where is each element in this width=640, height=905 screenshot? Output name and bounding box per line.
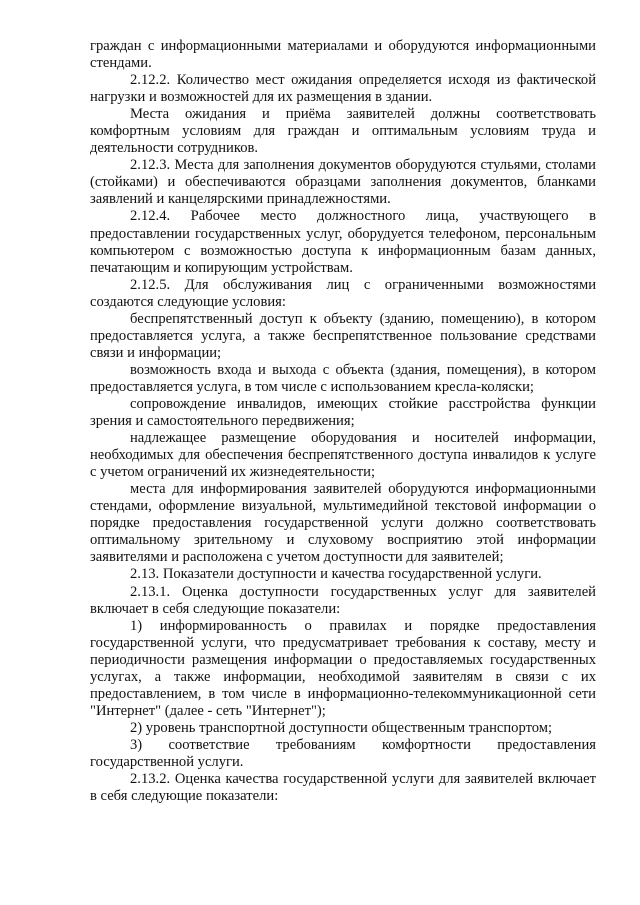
paragraph-entry-exit: возможность входа и выхода с объекта (здания, помещения), в котором предоставляется услуга, в том числе с использованием кресла-коляски;	[90, 361, 596, 395]
paragraph-2-12-3: 2.12.3. Места для заполнения документов оборудуются стульями, столами (стойками) и обеспечиваются образцами заполнения документов, бланками заявлений и канцелярскими принадлежностями.	[90, 157, 596, 208]
paragraph-unobstructed-access: беспрепятственный доступ к объекту (зданию, помещению), в котором предоставляется услуга, а также беспрепятственное пользование средствами связи и информации;	[90, 310, 596, 361]
paragraph-indicator-2: 2) уровень транспортной доступности общественным транспортом;	[130, 719, 553, 736]
paragraph-2-13-2: 2.13.2. Оценка качества государственной услуги для заявителей включает в себя следующие показатели:	[90, 771, 596, 805]
paragraph-equipment-placement: надлежащее размещение оборудования и носителей информации, необходимых для обеспечения беспрепятственного доступа инвалидов к услуге с учетом ограничений их жизнедеятельности;	[90, 430, 596, 481]
paragraph-indicator-3: 3) соответствие требованиям комфортности предоставления государственной услуги.	[90, 736, 596, 770]
document-page	[90, 38, 596, 805]
paragraph-accompaniment: сопровождение инвалидов, имеющих стойкие расстройства функции зрения и самостоятельного передвижения;	[90, 395, 596, 430]
paragraph-information-places: места для информирования заявителей оборудуются информационными стендами, оформление визуальной, мультимедийной текстовой информации о порядке предоставления государственной услуги должно соответствовать оптимальному зрительному и слуховому восприятию этой информации заявителями и расположена с учетом доступности для заявителей;	[90, 481, 596, 566]
paragraph-2-13: 2.13. Показатели доступности и качества государственной услуги.	[130, 566, 542, 583]
paragraph-waiting-places: Места ожидания и приёма заявителей должны соответствовать комфортным условиям для граждан и оптимальным условиям труда и деятельности сотрудников.	[90, 106, 596, 157]
paragraph-2-12-2: 2.12.2. Количество мест ожидания определяется исходя из фактической нагрузки и возможностей для их размещения в здании.	[90, 72, 596, 106]
paragraph-indicator-1: 1) информированность о правилах и порядке предоставления государственной услуги, что предусматривает требования к составу, месту и периодичности размещения информации о предоставляемых государственных услугах, а также информации, необходимой заявителям в связи с их предоставлением, в том числе в информационно-телекоммуникационной сети "Интернет" (далее - сеть "Интернет");	[90, 617, 596, 719]
paragraph-continuation: граждан с информационными материалами и оборудуются информационными стендами.	[90, 38, 596, 72]
paragraph-2-12-5: 2.12.5. Для обслуживания лиц с ограниченными возможностями создаются следующие условия:	[90, 276, 596, 310]
paragraph-2-12-4: 2.12.4. Рабочее место должностного лица, участвующего в предоставлении государственных услуг, оборудуется телефоном, персональным компьютером с возможностью доступа к информационным базам данных, печатающим и копирующим устройствам.	[90, 208, 596, 276]
paragraph-2-13-1: 2.13.1. Оценка доступности государственных услуг для заявителей включает в себя следующие показатели:	[90, 583, 596, 617]
